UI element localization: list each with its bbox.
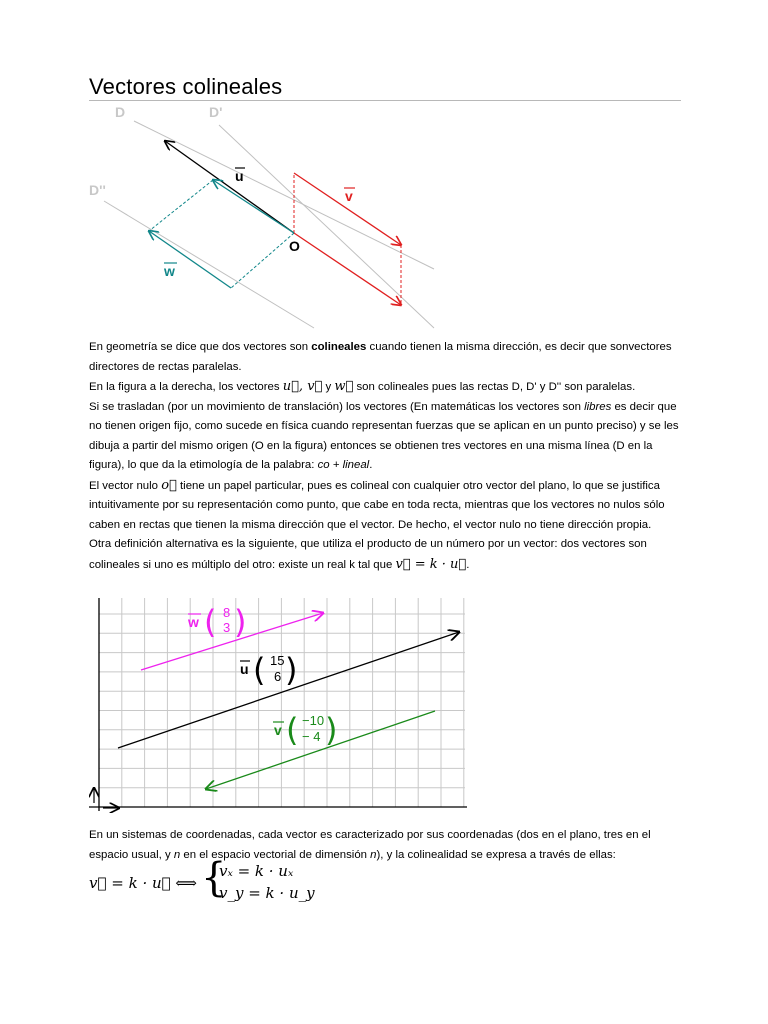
paren-left-v: ( xyxy=(286,711,299,749)
p6-text-mid: en el espacio vectorial de dimensión xyxy=(180,848,371,861)
p3-italic-libres: libres xyxy=(584,400,612,413)
p2-math-uv: u⃗, v⃗ xyxy=(282,379,323,394)
p3-italic-colineal: co + lineal xyxy=(317,459,370,471)
paragraph-coordinates xyxy=(89,826,689,865)
p5-text-b: . xyxy=(466,558,470,571)
p3-text-mid: es decir que no tienen origen fijo, como sucede en física cuando representan fuerzas que se aplican en un punto preciso) y se les dibuja a partir del mismo origen (O en la figura) entonces se obtienen tres vectores en una misma línea (D en la figura), lo que da la etimología de la palabra: xyxy=(89,400,679,471)
line-d-double-prime xyxy=(104,201,314,328)
p6-italic-n2: n xyxy=(370,848,377,861)
paragraph-translation xyxy=(89,398,689,476)
vector-w-arrow xyxy=(149,231,231,288)
label-d-double-prime: D'' xyxy=(89,182,106,198)
p1-text-b: cuando tienen la misma dirección, es decir que sonvectores directores de rectas paralelas. xyxy=(89,341,672,373)
paren-left-u: ( xyxy=(253,651,266,689)
label-w: w xyxy=(188,614,199,630)
label-origin: O xyxy=(289,238,300,254)
dash-u-w xyxy=(149,180,213,231)
p5-math-vku: v⃗ = k · u⃗ xyxy=(395,556,467,572)
equation-lhs: v⃗ = k · u⃗ ⟺ xyxy=(89,874,197,892)
p1-bold-term: colineales xyxy=(311,341,367,353)
u-component-x: 15 xyxy=(270,653,285,668)
label-u: u xyxy=(240,661,249,677)
paren-right-u: ) xyxy=(285,651,298,689)
p6-text-b: ), y la colinealidad se expresa a través de ellas: xyxy=(376,848,616,861)
p4-text-b: tiene un papel particular, pues es colineal con cualquier otro vector del plano, lo que se justifica intuitivamente por su representación como punto, que cabe en toda recta, mientras que los vectores no nulos sólo caben en rectas que tienen la misma dirección que el vector. De hecho, el vector nulo no tiene dirección propia. xyxy=(89,479,665,531)
page-title: Vectores colineales xyxy=(89,74,283,99)
label-w: w xyxy=(164,263,175,279)
vector-u-short xyxy=(213,180,294,233)
p6-italic-n1: n xyxy=(173,848,181,861)
v-component-x: −10 xyxy=(302,713,325,728)
p4-text-a: El vector nulo xyxy=(89,479,162,492)
w-component-x: 8 xyxy=(223,605,231,620)
line-d-prime xyxy=(219,125,434,328)
p5-text-a: Otra definición alternativa es la siguiente, que utiliza el producto de un número por un vector: dos vectores son colineales si uno es múltiplo del otro: existe un real k tal que xyxy=(89,538,647,571)
label-v: v xyxy=(345,188,353,204)
v-component-y: − 4 xyxy=(302,729,321,744)
title-divider xyxy=(89,100,681,101)
p6-text-a: En un sistemas de coordenadas, cada vector es caracterizado por sus coordenadas (dos en el plano, tres en el espacio usual, y xyxy=(89,829,651,861)
label-d: D xyxy=(115,104,126,120)
paragraph-alternative-def xyxy=(89,535,689,575)
label-d-prime: D' xyxy=(209,104,223,120)
grid-lines xyxy=(99,598,465,807)
paragraph-null-vector xyxy=(89,476,689,536)
u-component-y: 6 xyxy=(274,669,282,684)
paragraph-figure-ref xyxy=(89,377,689,398)
equation-brace: { xyxy=(201,855,227,901)
paren-right-w: ) xyxy=(234,603,247,641)
text-block-intro xyxy=(89,338,689,575)
dash-o-w xyxy=(231,233,294,288)
w-component-y: 3 xyxy=(223,620,231,635)
p2-math-w: w⃗ xyxy=(334,379,354,394)
paren-left-w: ( xyxy=(204,603,217,641)
p1-text-a: En geometría se dice que dos vectores son xyxy=(89,341,312,353)
equation-row-y: v_y = k · u_y xyxy=(219,884,315,902)
paren-right-v: ) xyxy=(325,711,338,749)
p4-math-o: o⃗ xyxy=(161,477,177,493)
p2-text-mid: y xyxy=(322,381,335,393)
equation-row-x: vₓ = k · uₓ xyxy=(219,862,294,880)
label-u: u xyxy=(235,168,244,184)
vector-u-arrow xyxy=(165,141,294,233)
text-block-coordinates xyxy=(89,826,689,865)
label-v: v xyxy=(274,722,282,738)
collinear-vectors-figure xyxy=(89,103,449,333)
p2-text-a: En la figura a la derecha, los vectores xyxy=(89,381,283,393)
vector-v-arrow xyxy=(294,173,401,245)
vector-v-translated xyxy=(294,233,401,305)
p3-text-b: . xyxy=(369,459,373,471)
grid-vectors-figure xyxy=(89,598,469,813)
p2-text-b: son colineales pues las rectas D, D' y D'' son paralelas. xyxy=(353,381,636,393)
paragraph-definition xyxy=(89,338,689,377)
p3-text-a: Si se trasladan (por un movimiento de translación) los vectores (En matemáticas los vectores son xyxy=(89,400,585,413)
